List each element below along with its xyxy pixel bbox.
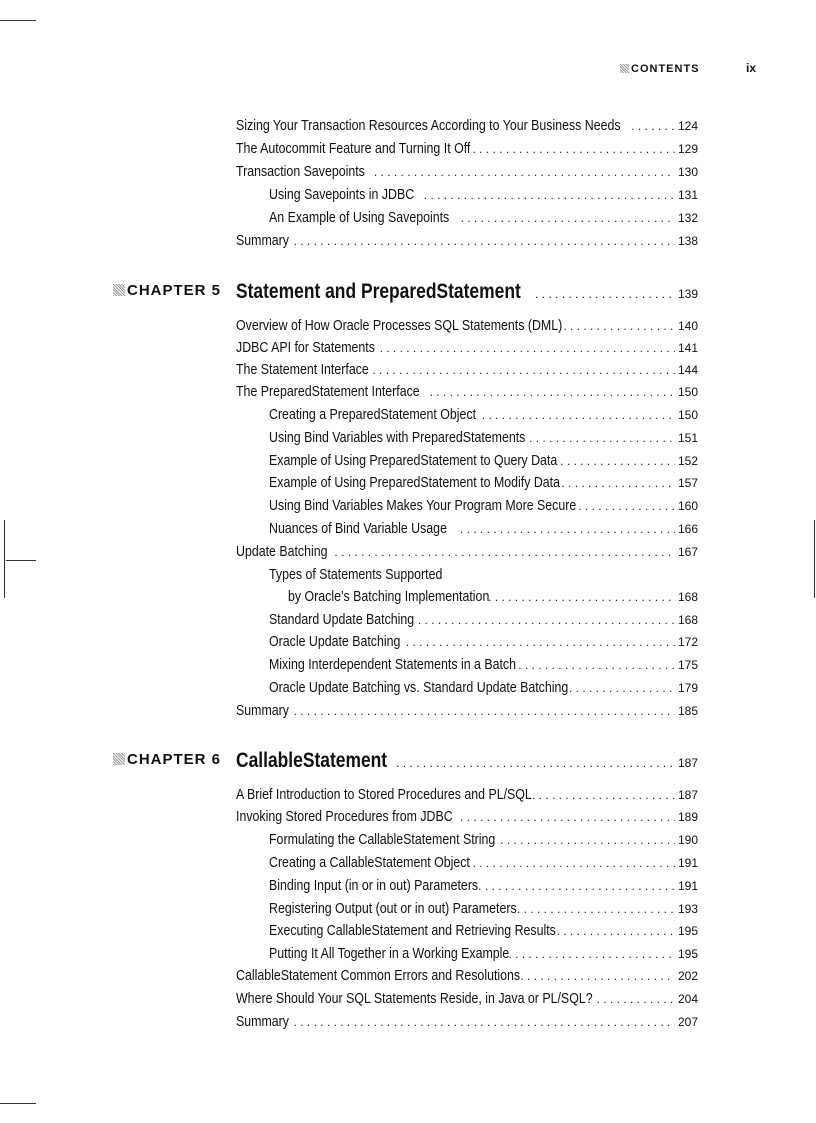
toc-entry-title: A Brief Introduction to Stored Procedures and PL/SQL (236, 787, 532, 803)
crop-mark (0, 1103, 36, 1104)
toc-entry-title: Oracle Update Batching (269, 634, 401, 650)
toc-entry-title: Summary (236, 233, 289, 249)
toc-entry-page: 202 (677, 969, 698, 983)
toc-entry-page: 195 (677, 924, 698, 938)
chapter-number: CHAPTER 6 (127, 751, 222, 768)
toc-entry-page: 150 (677, 408, 698, 422)
toc-entry (236, 1014, 698, 1034)
toc-entry (269, 832, 698, 852)
toc-entry-page: 191 (677, 856, 698, 870)
toc-entry-title: Formulating the CallableStatement String (269, 832, 496, 848)
toc-entry-page: 152 (677, 454, 698, 468)
toc-entry-title: Invoking Stored Procedures from JDBC (236, 809, 453, 825)
toc-entry-page: 124 (677, 119, 698, 133)
toc-entry-title: Nuances of Bind Variable Usage (269, 521, 447, 537)
toc-entry-title: Example of Using PreparedStatement to Query Data (269, 453, 558, 469)
toc-entry-title: Example of Using PreparedStatement to Modify Data (269, 475, 560, 491)
toc-entry (269, 407, 698, 427)
page-number: ix (746, 61, 757, 75)
toc-entry (269, 612, 698, 632)
crop-mark (0, 20, 36, 21)
header-marker-icon (620, 64, 629, 73)
toc-entry-title: Binding Input (in or in out) Parameters (269, 878, 479, 894)
toc-entry-title: Executing CallableStatement and Retrieving Results (269, 923, 556, 939)
chapter-number: CHAPTER 5 (127, 282, 222, 299)
chapter-marker-icon (113, 284, 125, 296)
toc-entry-title: Mixing Interdependent Statements in a Batch (269, 657, 516, 673)
toc-entry-title: The PreparedStatement Interface (236, 384, 420, 400)
toc-entry-title: Registering Output (out or in out) Parameters (269, 901, 517, 917)
toc-entry-page: 138 (677, 234, 698, 248)
toc-entry (269, 187, 698, 207)
chapter-label (113, 751, 221, 768)
toc-entry (236, 233, 698, 253)
running-header (620, 63, 700, 75)
toc-entry (269, 453, 698, 473)
chapter-marker-icon (113, 753, 125, 765)
toc-entry-title: Standard Update Batching (269, 612, 415, 628)
toc-entry (236, 384, 698, 404)
toc-entry-title: Using Savepoints in JDBC (269, 187, 415, 203)
toc-entry-page: 141 (677, 341, 698, 355)
chapter-title: Statement and PreparedStatement (236, 280, 521, 303)
chapter-label (113, 282, 221, 299)
toc-entry (269, 855, 698, 875)
toc-entry-page: 160 (677, 499, 698, 513)
toc-entry (236, 164, 698, 184)
toc-entry (269, 498, 698, 518)
toc-entry (269, 946, 698, 966)
toc-entry-title: Overview of How Oracle Processes SQL Statements (DML) (236, 318, 563, 334)
toc-entry-page: 132 (677, 211, 698, 225)
toc-entry-page: 166 (677, 522, 698, 536)
toc-entry-title: Summary (236, 703, 289, 719)
chapter-heading (236, 749, 698, 775)
toc-entry-title: Using Bind Variables Makes Your Program More Secure (269, 498, 577, 514)
toc-entry-title: An Example of Using Savepoints (269, 210, 450, 226)
toc-entry (269, 878, 698, 898)
chapter-title: CallableStatement (236, 749, 388, 772)
toc-entry-title: JDBC API for Statements (236, 340, 375, 356)
header-section: CONTENTS (631, 63, 700, 75)
toc-entry-page: 172 (677, 635, 698, 649)
toc-entry (236, 118, 698, 138)
toc-entry-page: 190 (677, 833, 698, 847)
toc-entry-page: 150 (677, 385, 698, 399)
chapter-heading (236, 280, 698, 306)
toc-entry-page: 168 (677, 613, 698, 627)
toc-entry-page: 179 (677, 681, 698, 695)
crop-mark (4, 520, 5, 598)
toc-entry-page: 131 (677, 188, 698, 202)
toc-entry-title: Summary (236, 1014, 289, 1030)
toc-entry (269, 210, 698, 230)
toc-entry-title: The Statement Interface (236, 362, 369, 378)
toc-entry (236, 991, 698, 1011)
toc-entry-page: 151 (677, 431, 698, 445)
toc-entry (236, 340, 698, 360)
toc-entry-title: Sizing Your Transaction Resources According to Your Business Needs (236, 118, 621, 134)
toc-entry-title: by Oracle’s Batching Implementation (288, 589, 490, 605)
toc-entry (236, 968, 698, 988)
toc-entry-page: 189 (677, 810, 698, 824)
toc-entry (269, 657, 698, 677)
toc-entry-page: 175 (677, 658, 698, 672)
toc-entry-page: 129 (677, 142, 698, 156)
toc-entry-page: 191 (677, 879, 698, 893)
crop-mark (814, 520, 815, 598)
toc-entry (269, 430, 698, 450)
toc-entry-page: 207 (677, 1015, 698, 1029)
toc-entry (236, 787, 698, 807)
toc-entry-title: Oracle Update Batching vs. Standard Update Batching (269, 680, 569, 696)
toc-entry-page: 140 (677, 319, 698, 333)
chapter-page: 187 (677, 756, 698, 770)
toc-entry-title: Transaction Savepoints (236, 164, 365, 180)
toc-entry (269, 680, 698, 700)
toc-entry-page: 144 (677, 363, 698, 377)
toc-entry (269, 567, 698, 587)
crop-mark (6, 560, 36, 561)
toc-entry (288, 589, 698, 609)
toc-entry-title: Putting It All Together in a Working Example (269, 946, 510, 962)
toc-entry (236, 544, 698, 564)
chapter-page: 139 (677, 287, 698, 301)
toc-entry (236, 318, 698, 338)
toc-entry (236, 809, 698, 829)
toc-entry-title: Creating a CallableStatement Object (269, 855, 470, 871)
toc-entry (269, 475, 698, 495)
toc-entry-page: 168 (677, 590, 698, 604)
toc-entry-title: The Autocommit Feature and Turning It Off (236, 141, 471, 157)
toc-entry-page: 130 (677, 165, 698, 179)
toc-entry (236, 703, 698, 723)
toc-entry-title: Using Bind Variables with PreparedStatements (269, 430, 526, 446)
toc-entry (269, 521, 698, 541)
toc-entry-title: Update Batching (236, 544, 328, 560)
toc-entry-title: Where Should Your SQL Statements Reside, in Java or PL/SQL? (236, 991, 593, 1007)
toc-entry-page: 195 (677, 947, 698, 961)
toc-entry-page: 187 (677, 788, 698, 802)
toc-entry-page: 157 (677, 476, 698, 490)
toc-entry-title: Creating a PreparedStatement Object (269, 407, 477, 423)
toc-entry-page: 204 (677, 992, 698, 1006)
toc-entry-title: CallableStatement Common Errors and Resolutions (236, 968, 521, 984)
toc-entry (236, 141, 698, 161)
toc-entry (269, 923, 698, 943)
toc-entry (269, 901, 698, 921)
toc-entry (236, 362, 698, 382)
toc-entry-page: 185 (677, 704, 698, 718)
toc-entry-title: Types of Statements Supported (269, 567, 443, 583)
toc-entry-page: 193 (677, 902, 698, 916)
toc-entry-page: 167 (677, 545, 698, 559)
toc-entry (269, 634, 698, 654)
